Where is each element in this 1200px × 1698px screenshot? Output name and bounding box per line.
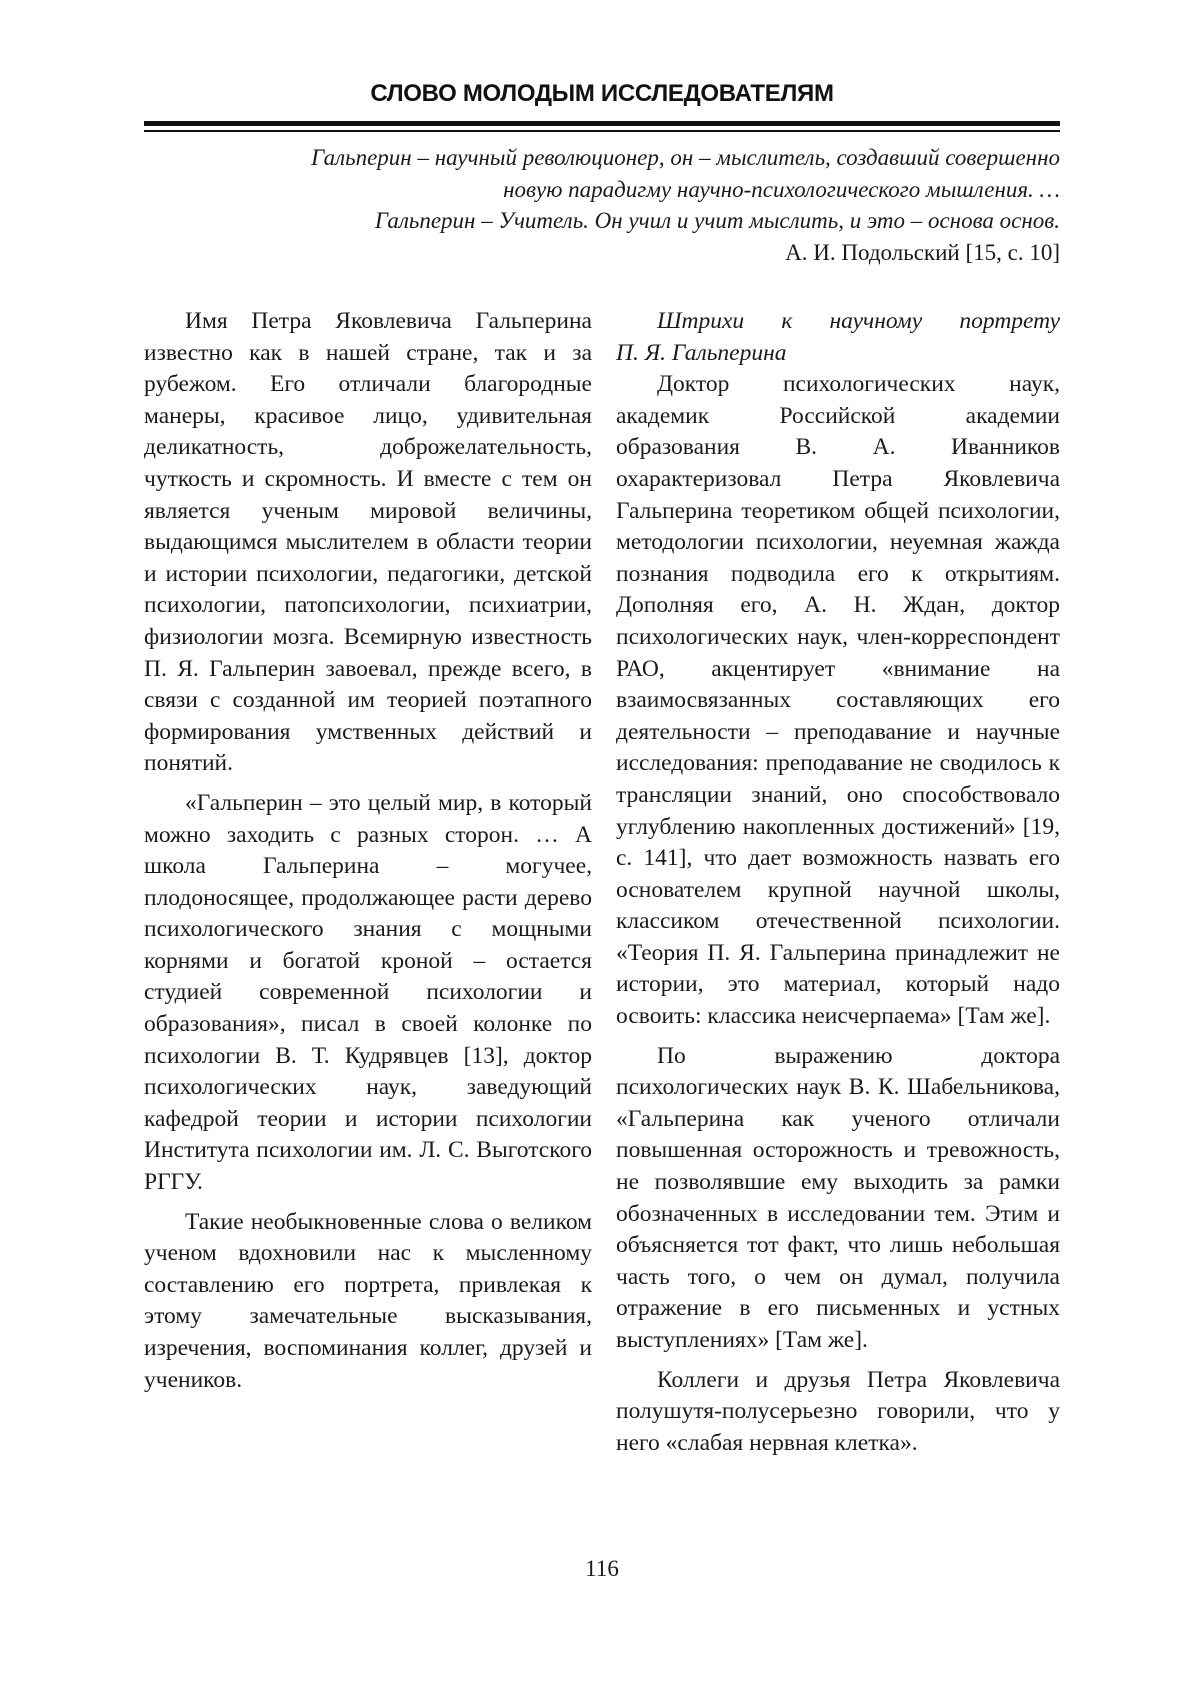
epigraph-line: новую парадигму научно-психологического мышления. … xyxy=(503,176,1060,202)
epigraph-author: А. И. Подольский [15, с. 10] xyxy=(785,239,1060,265)
header-rule-thin xyxy=(144,130,1060,132)
left-column xyxy=(144,306,592,1404)
section-header: СЛОВО МОЛОДЫМ ИССЛЕДОВАТЕЛЯМ xyxy=(370,80,834,107)
paragraph: Имя Петра Яковлевича Гальперина известно как в нашей стране, так и за рубежом. Его отличали благородные манеры, красивое лицо, удивительная деликатность, доброжелательность, чуткость и скромность. И вместе с тем он является ученым мировой величины, выдающимся мыслителем в области теории и истории психологии, педагогики, детской психологии, патопсихологии, психиатрии, физиологии мозга. Всемирную известность П. Я. Гальперин завоевал, прежде всего, в связи с созданной им теорией поэтапного формирования умственных действий и понятий. xyxy=(144,308,592,777)
header-rule-thick xyxy=(144,121,1060,126)
paragraph: Доктор психологических наук, академик Российской академии образования В. А. Иванников охарактеризовал Петра Яковлевича Гальперина теоретиком общей психологии, методологии психологии, неуемная жажда познания подводила его к открытиям. Дополняя его, А. Н. Ждан, доктор психологических наук, член-корреспондент РАО, акцентирует «внимание на взаимосвязанных составляющих его деятельности – преподавание и научные исследования: преподавание не сводилось к трансляции знаний, оно способствовало углублению накопленных достижений» [19, с. 141], что дает возможность назвать его основателем крупной научной школы, классиком отечественной психологии. «Теория П. Я. Гальперина принадлежит не истории, это материал, который надо освоить: классика неисчерпаема» [Там же]. xyxy=(616,371,1060,1030)
epigraph xyxy=(144,142,1060,268)
subheading-continuation: П. Я. Гальперина xyxy=(616,339,787,366)
epigraph-line: Гальперин – Учитель. Он учил и учит мыслить, и это – основа основ. xyxy=(374,208,1060,233)
right-column xyxy=(616,306,1060,1467)
epigraph-line: Гальперин – научный революционер, он – мыслитель, создавший совершенно xyxy=(311,145,1060,170)
paragraph: По выражению доктора психологических наук В. К. Шабельникова, «Гальперина как ученого отличали повышенная осторожность и тревожность, не позволявшие ему выходить за рамки обозначенных в исследовании тем. Этим и объясняется тот факт, что лишь небольшая часть того, о чем он думал, получила отражение в его письменных и устных выступлениях» [Там же]. xyxy=(616,1042,1060,1353)
paragraph: «Гальперин – это целый мир, в который можно заходить с разных сторон. … А школа Гальперина – могучее, плодоносящее, продолжающее расти дерево психологического знания с мощными корнями и богатой кроной – остается студией современной психологии и образования», писал в своей колонке по психологии В. Т. Кудрявцев [13], доктор психологических наук, заведующий кафедрой теории и истории психологии Института психологии им. Л. С. Выготского РГГУ. xyxy=(144,789,592,1196)
paragraph: Такие необыкновенные слова о великом ученом вдохновили нас к мысленному составлению его портрета, привлекая к этому замечательные высказывания, изречения, воспоминания коллег, друзей и учеников. xyxy=(144,1208,592,1393)
page-number: 116 xyxy=(585,1556,619,1581)
subheading: Штрихи к научному портрету xyxy=(657,308,1060,334)
paragraph: Коллеги и друзья Петра Яковлевича полушутя-полусерьезно говорили, что у него «слабая нервная клетка». xyxy=(616,1366,1060,1456)
